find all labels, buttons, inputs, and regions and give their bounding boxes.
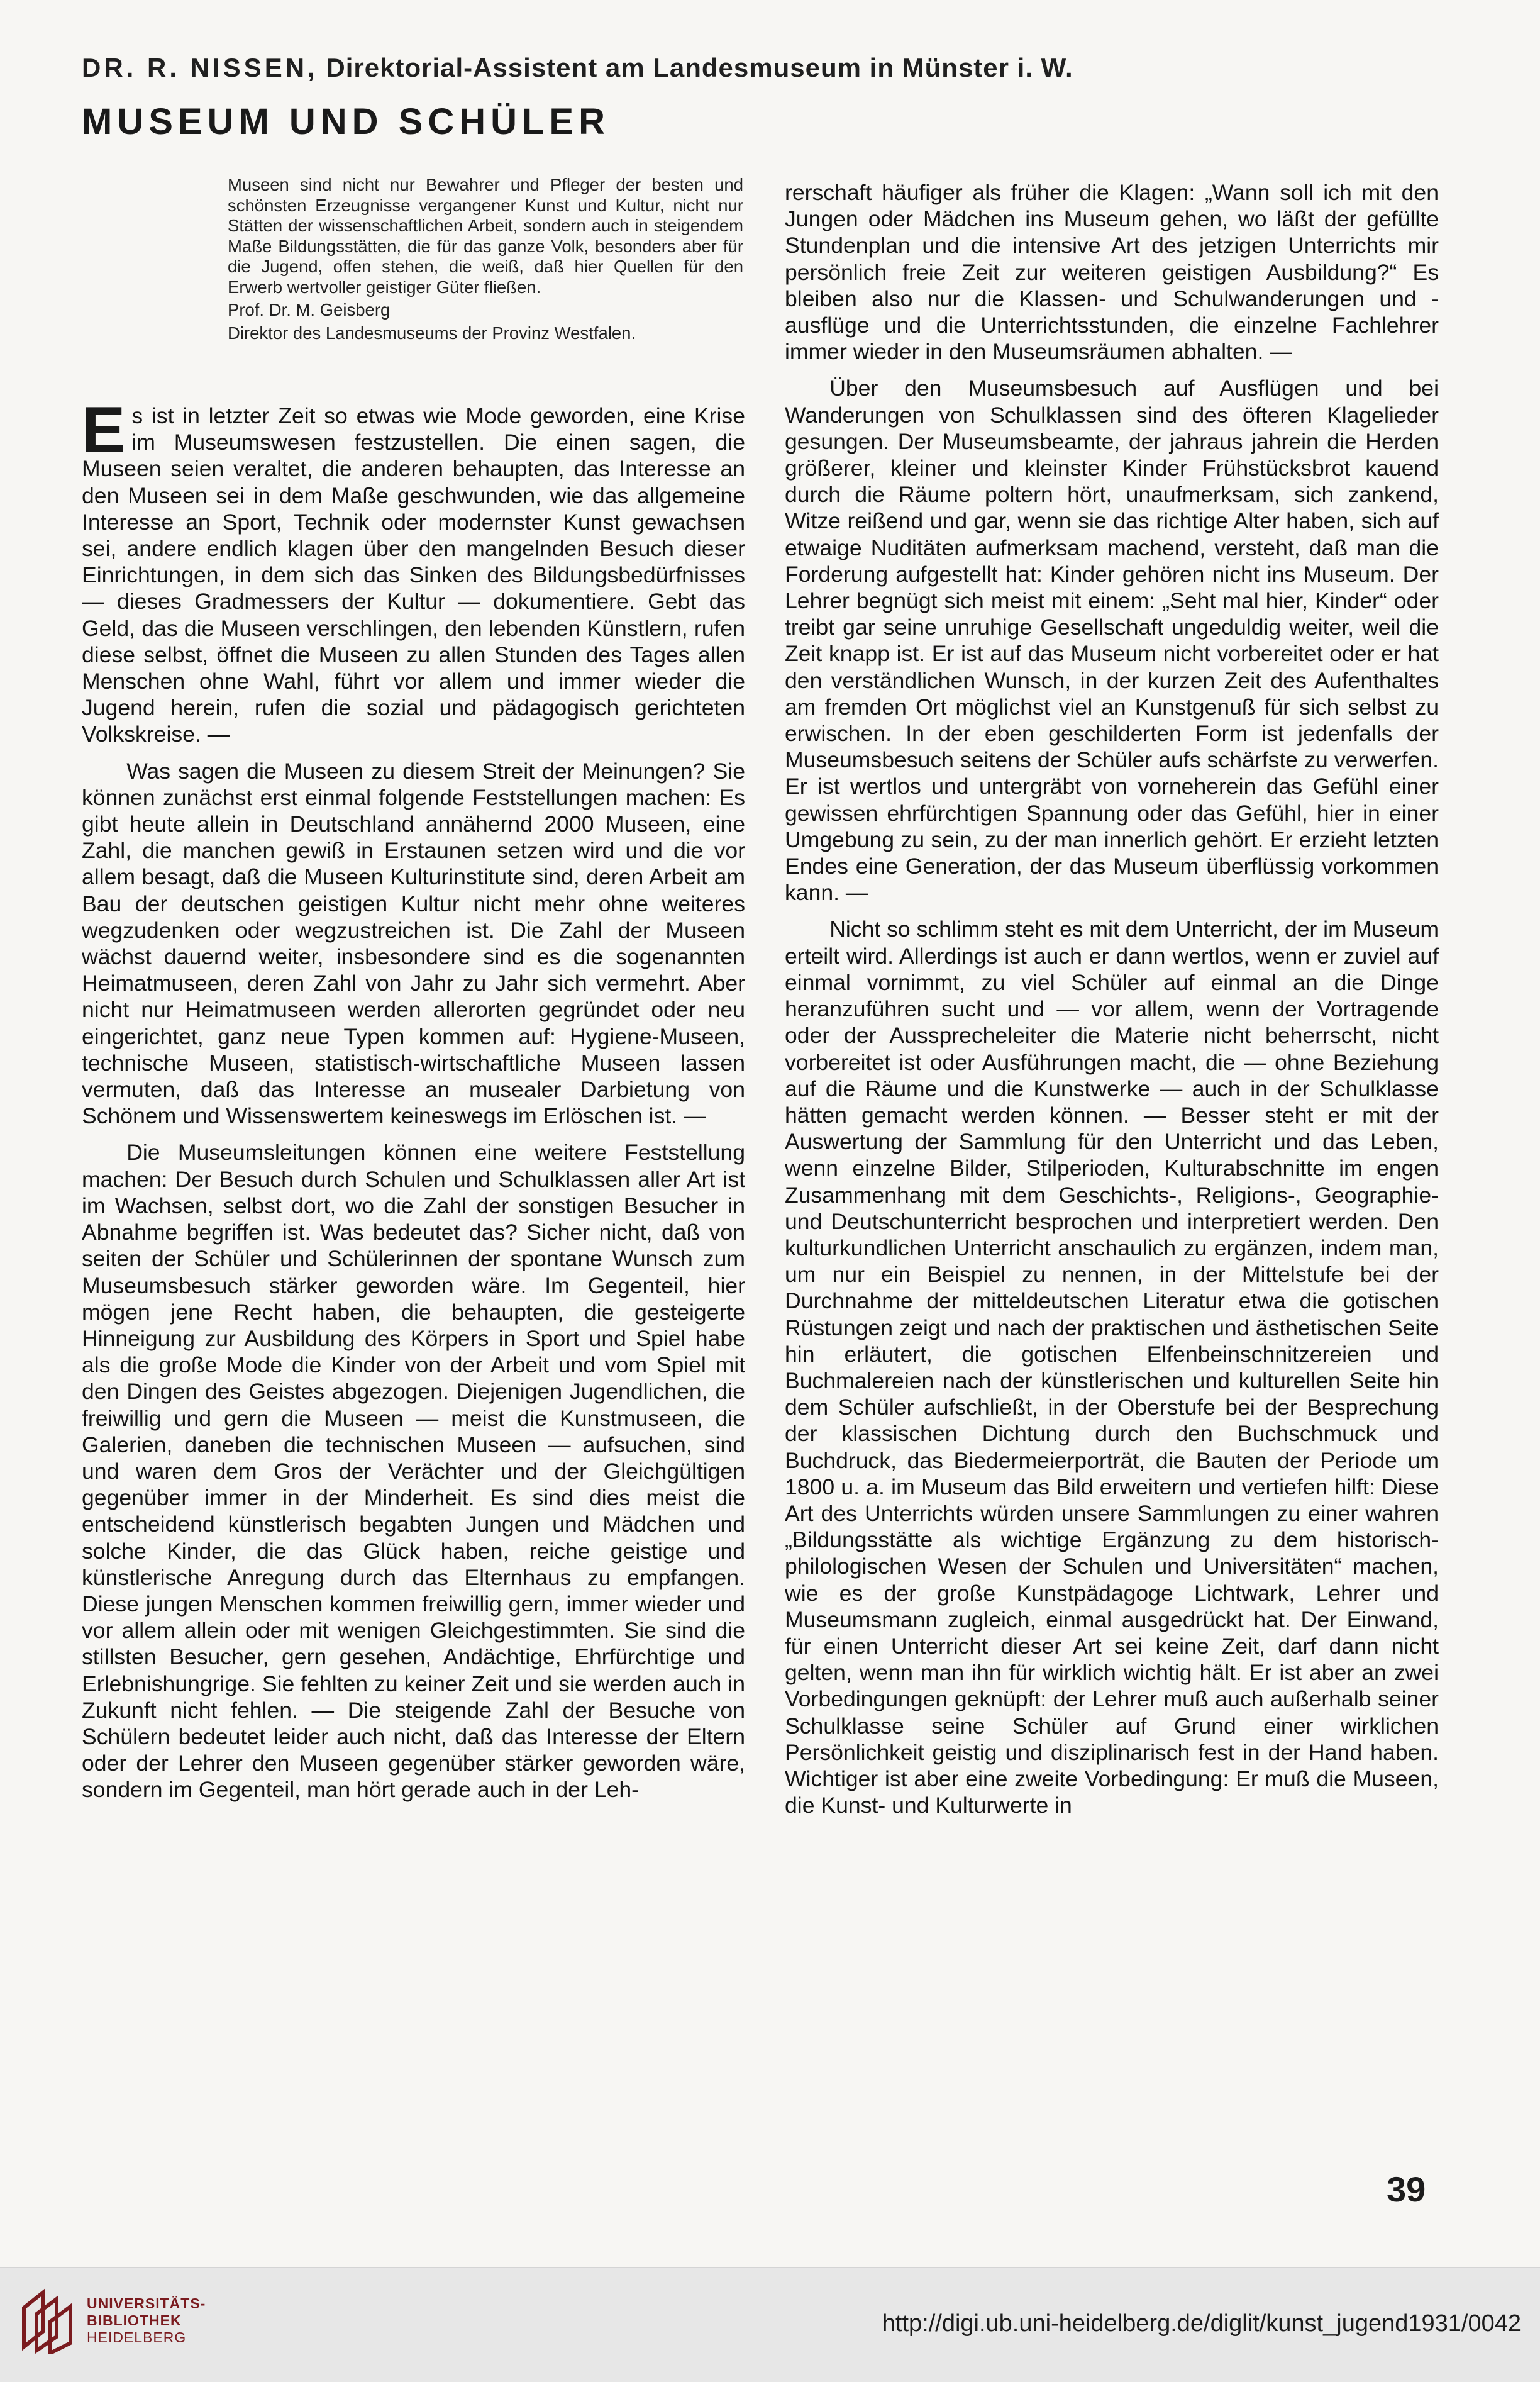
library-name (87, 2295, 206, 2346)
permalink-url[interactable]: http://digi.ub.uni-heidelberg.de/diglit/kunst_jugend1931/0042 (882, 2310, 1521, 2337)
epigraph (228, 175, 743, 343)
text-column-right (785, 179, 1439, 1818)
author-position: Direktorial-Assistent am Landesmuseum in Münster i. W. (326, 53, 1073, 82)
paragraph: Über den Museumsbesuch auf Ausflügen und bei Wanderungen von Schulklassen sind des öfteren Klagelieder gesungen. Der Museumsbeamte, der jahraus jahrein die Herden größerer, kleiner und kleinster Kinder Frühstücksbrot kauend durch die Räume poltern hört, unaufmerksam, sich zankend, Witze reißend und gar, wenn sie das richtige Alter haben, sich auf etwaige Nuditäten aufmerksam machend, versteht, daß man die Forderung aufgestellt hat: Kinder gehören nicht ins Museum. Der Lehrer begnügt sich meist mit einem: „Seht mal hier, Kinder“ oder treibt gar seine unruhige Gesellschaft ungeduldig weiter, weil die Zeit knapp ist. Er ist auf das Museum nicht vorbereitet oder er hat den verständlichen Wunsch, in der kurzen Zeit des Aufenthaltes am fremden Ort möglichst viel an Kunstgenuß für sich selbst zu erwischen. In der eben geschilderten Form ist jedenfalls der Museumsbesuch seitens der Schüler aufs schärfste zu verwerfen. Er ist wertlos und untergräbt von vorneherein das Gefühl einer gewissen ehrfürchtigen Spannung oder das Gefühl, hier in einer Umgebung zu sein, zu der man innerlich gehört. Er erzieht letzten Endes eine Generation, der das Museum überflüssig vorkommen kann. — (785, 376, 1439, 906)
library-name-line: BIBLIOTHEK (87, 2312, 182, 2329)
library-logo-icon (18, 2286, 75, 2354)
library-name-line: UNIVERSITÄTS- (87, 2295, 206, 2312)
paragraph-text: s ist in letzter Zeit so etwas wie Mode geworden, eine Krise im Museumswesen festzustellen. Die einen sagen, die Museen seien veraltet, die anderen behaupten, das Interesse an den Museen sei in dem Maße geschwunden, wie das allgemeine Interesse an Sport, Technik oder modernster Kunst gewachsen sei, andere endlich klagen über den mangelnden Besuch dieser Einrichtungen, in dem sich das Sinken des Bildungsbedürfnisses — dieses Gradmessers der Kultur — dokumentiere. Gebt das Geld, das die Museen verschlingen, den lebenden Künstlern, rufen diese selbst, öffnet die Museen zu allen Stunden des Tages allen Menschen ohne Wahl, führt vor allem und immer wieder die Jugend herein, rufen die sozial und pädagogisch gerichteten Volkskreise. — (82, 403, 745, 747)
article-title: MUSEUM UND SCHÜLER (82, 101, 610, 142)
text-column-left (82, 394, 745, 1803)
paragraph (82, 394, 745, 748)
viewer-footer (0, 2267, 1540, 2382)
article-header (82, 53, 1465, 83)
library-name-line: HEIDELBERG (87, 2329, 187, 2346)
paragraph: Nicht so schlimm steht es mit dem Unterricht, der im Museum erteilt wird. Allerdings ist auch er dann wertlos, wenn er zuviel auf einmal vornimmt, zu viel Schüler auf einmal an die Dinge heranzuführen sucht und — vor allem, wenn der Vortragende oder der Aussprecheleiter die Materie nicht beherrscht, nicht vorbereitet ist oder Ausführungen macht, die — ohne Beziehung auf die Räume und die Kunstwerke — auch in der Schulklasse hätten gemacht werden können. — Besser steht er mit der Auswertung der Sammlung für den Unterricht und das Leben, wenn einzelne Bilder, Stilperioden, Kulturabschnitte im engen Zusammenhang mit dem Geschichts-, Religions-, Geographie- und Deutschunterricht besprochen und interpretiert werden. Den kulturkundlichen Unterricht anschaulich zu ergänzen, indem man, um nur ein Beispiel zu nennen, in der Mittelstufe bei der Durchnahme der mitteldeutschen Literatur etwa die gotischen Rüstungen zeigt und nach der praktischen und ästhetischen Seite hin erläutert, die gotischen Elfenbeinschnitzereien und Buchmalereien nach der künstlerischen und kulturellen Seite hin dem Schüler aufschließt, in der Oberstufe bei der Besprechung der klassischen Dichtung durch den Buchschmuck und Buchdruck, das Biedermeierporträt, die Bauten der Periode um 1800 u. a. im Museum das Bild erweitern und vertiefen hilft: Diese Art des Unterrichts würden unsere Sammlungen zu einer wahren „Bildungsstätte als wichtige Ergänzung zu dem historisch-philologischen Wesen der Schulen und Universitäten“ machen, wie es der große Kunstpädagoge Lichtwark, Lehrer und Museumsmann zugleich, einmal ausgedrückt hat. Der Einwand, für einen Unterricht dieser Art sei keine Zeit, darf dann nicht gelten, wenn man ihn für wirklich wichtig hält. Er ist aber an zwei Vorbedingungen geknüpft: der Lehrer muß auch außerhalb seiner Schulklasse seine Schüler auf Grund einer wirklichen Persönlichkeit geistig und disziplinarisch fest in der Hand haben. Wichtiger ist aber eine zweite Vorbedingung: Er muß die Museen, die Kunst- und Kulturwerte in (785, 916, 1439, 1818)
epigraph-text: Museen sind nicht nur Bewahrer und Pfleger der besten und schönsten Erzeugnisse vergangener Kunst und Kultur, nicht nur Stätten der wissenschaftlichen Arbeit, sondern auch in steigendem Maße Bildungsstätten, die für das ganze Volk, besonders aber für die Jugend, offen stehen, die weiß, daß hier Quellen für den Erwerb wertvoller geistiger Güter fließen. (228, 175, 743, 297)
page-number: 39 (1387, 2169, 1426, 2209)
paragraph: Was sagen die Museen zu diesem Streit der Meinungen? Sie können zunächst erst einmal folgende Feststellungen machen: Es gibt heute allein in Deutschland annähernd 2000 Museen, eine Zahl, die manchen gewiß in Erstaunen setzen wird und die vor allem besagt, daß die Museen Kulturinstitute sind, deren Arbeit am Bau der deutschen geistigen Kultur nicht mehr ohne weiteres wegzudenken oder wegzustreichen ist. Die Zahl der Museen wächst dauernd weiter, insbesondere sind es die sogenannten Heimatmuseen, deren Zahl von Jahr zu Jahr sich vermehrt. Aber nicht nur Heimatmuseen werden allerorten gegründet oder neu eingerichtet, ganz neue Typen kommen auf: Hygiene-Museen, technische Museen, statistisch-wirtschaftliche Museen lassen vermuten, daß das Interesse an musealer Darbietung von Schönem und Wissenswertem keineswegs im Erlöschen ist. — (82, 758, 745, 1129)
epigraph-author: Prof. Dr. M. Geisberg (228, 300, 391, 320)
paragraph: rerschaft häufiger als früher die Klagen: „Wann soll ich mit den Jungen oder Mädchen ins Museum gehen, wo läßt der gefüllte Stundenplan und die intensive Art des jetzigen Unterrichts mir persönlich freie Zeit zur weiteren geistigen Ausbildung?“ Es bleiben also nur die Klassen- und Schulwanderungen und -ausflüge und die Unterrichtsstunden, die einzelne Fachlehrer immer wieder in den Museumsräumen abhalten. — (785, 180, 1439, 365)
author-name: DR. R. NISSEN, (82, 53, 318, 82)
drop-cap: E (82, 394, 126, 467)
epigraph-author-role: Direktor des Landesmuseums der Provinz Westfalen. (228, 323, 636, 343)
paragraph: Die Museumsleitungen können eine weitere Feststellung machen: Der Besuch durch Schulen und Schulklassen aller Art ist im Wachsen, selbst dort, wo die Zahl der sonstigen Besucher in Abnahme begriffen ist. Was bedeutet das? Sicher nicht, daß von seiten der Schüler und Schülerinnen der spontane Wunsch zum Museumsbesuch stärker geworden wäre. Im Gegenteil, hier mögen jene Recht haben, die behaupten, die gesteigerte Hinneigung zur Ausbildung des Körpers in Sport und Spiel habe als die große Mode die Kinder von der Arbeit und vom Spiel mit den Dingen des Geistes abgezogen. Diejenigen Jugendlichen, die freiwillig und gern die Museen — meist die Kunstmuseen, die Galerien, daneben die technischen Museen — aufsuchen, sind und waren dem Gros der Verächter und der Gleichgültigen gegenüber immer in der Minderheit. Es sind dies meist die entscheidend künstlerisch begabten Jungen und Mädchen und solche Kinder, die das Glück haben, reiche geistige und künstlerische Anregung durch das Elternhaus zu empfangen. Diese jungen Menschen kommen freiwillig gern, immer wieder und vor allem allein oder mit wenigen Gleichgestimmten. Sie sind die stillsten Besucher, gern gesehen, Andächtige, Ehrfürchtige und Erlebnishungrige. Sie fehlten zu keiner Zeit und sie werden auch in Zukunft nicht fehlen. — Die steigende Zahl der Besuche von Schülern bedeutet leider auch nicht, daß das Interesse der Eltern oder der Lehrer den Museen gegenüber stärker geworden wäre, sondern im Gegenteil, man hört gerade auch in der Leh- (82, 1140, 745, 1803)
